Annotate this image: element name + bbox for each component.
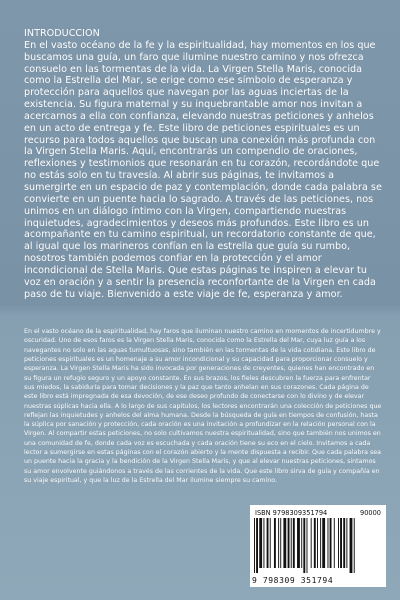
back-cover-summary: En el vasto océano de la espiritualidad, hay faros que iluminan nuestro camino en momentos de incertidumbre y oscuridad. Uno de esos faros es la Virgen Stella Maris, conocida como la Estrella del Mar, cuya luz guía a los navegantes no solo en las aguas tumultuosas, sino también en las tormentas de la vida cotidiana. Este libro de peticiones espirituales es un homenaje a su amor incondicional y su capacidad para proporcionar consuelo y esperanza. La Virgen Stella Maris ha sido invocada por generaciones de creyentes, quienes han encontrado en su figura un refugio seguro y un apoyo constante. En sus brazos, los fieles descubren la fuerza para enfrentar sus miedos, la sabiduría para tomar decisiones y la paz que tanto anhelan en sus corazones. Cada página de este libro está impregnada de esa devoción, de ese deseo profundo de conectarse con lo divino y de elevar nuestras súplicas hacia ella. A lo largo de sus capítulos, los lectores encontrarán una colección de peticiones que reflejan las inquietudes y anhelos del alma humana. Desde la búsqueda de guía en tiempos de confusión, hasta la súplica por sanación y protección, cada oración es una invitación a profundizar en la relación personal con la Virgen. Al compartir estas peticiones, no solo cultivamos nuestra espiritualidad, sino que también nos unimos en una comunidad de fe, donde cada voz es escuchada y cada oración tiene su eco en el cielo. Invitamos a cada lector a sumergirse en estas páginas con el corazón abierto y la mente dispuesta a recibir. Que cada palabra sea un puente hacia la gracia y la bendición de la Virgen Stella Maris, y que al elevar nuestras peticiones, sintamos su amor envolvente guiándonos a través de las corrientes de la vida. Que este libro sirva de guía y compañía en su viaje espiritual, y que la luz de la Estrella del Mar ilumine siempre su camino. [24,328,382,484]
barcode-icon [254,518,382,573]
isbn-label: ISBN 9798309351794 [255,509,328,517]
section-divider [0,305,400,317]
introduction-heading: INTRODUCCION [24,28,100,39]
introduction-section [24,28,384,300]
introduction-body: En el vasto océano de la fe y la espiritualidad, hay momentos en los que buscamos una guía, un faro que ilumine nuestro camino y nos ofrezca consuelo en las tormentas de la vida. La Virgen Stella Maris, conocida como la Estrella del Mar, se erige como ese símbolo de esperanza y protección para aquellos que navegan por las aguas inciertas de la existencia. Su figura maternal y su inquebrantable amor nos invitan a acercarnos a ella con confianza, elevando nuestras peticiones y anhelos en un acto de entrega y fe. Este libro de peticiones espirituales es un recurso para todos aquellos que buscan una conexión más profunda con la Virgen Stella Maris. Aquí, encontrarás un compendio de oraciones, reflexiones y testimonios que resonarán en tu corazón, recordándote que no estás solo en tu travesía. Al abrir sus páginas, te invitamos a sumergirte en un espacio de paz y contemplación, donde cada palabra se convierte en un puente hacia lo sagrado. A través de las peticiones, nos unimos en un diálogo íntimo con la Virgen, compartiendo nuestras inquietudes, agradecimientos y deseos más profundos. Este libro es un acompañante en tu camino espiritual, un recordatorio constante de que, al igual que los marineros confían en la estrella que guía su rumbo, nosotros también podemos confiar en la protección y el amor incondicional de Stella Maris. Que estas páginas te inspiren a elevar tu voz en oración y a sentir la presencia reconfortante de la Virgen en cada paso de tu viaje. Bienvenido a este viaje de fe, esperanza y amor. [24,39,382,300]
isbn-barcode-block [250,505,386,587]
price-code: 90000 [360,509,381,517]
isbn-digits: 9 798309 351794 [252,576,334,585]
